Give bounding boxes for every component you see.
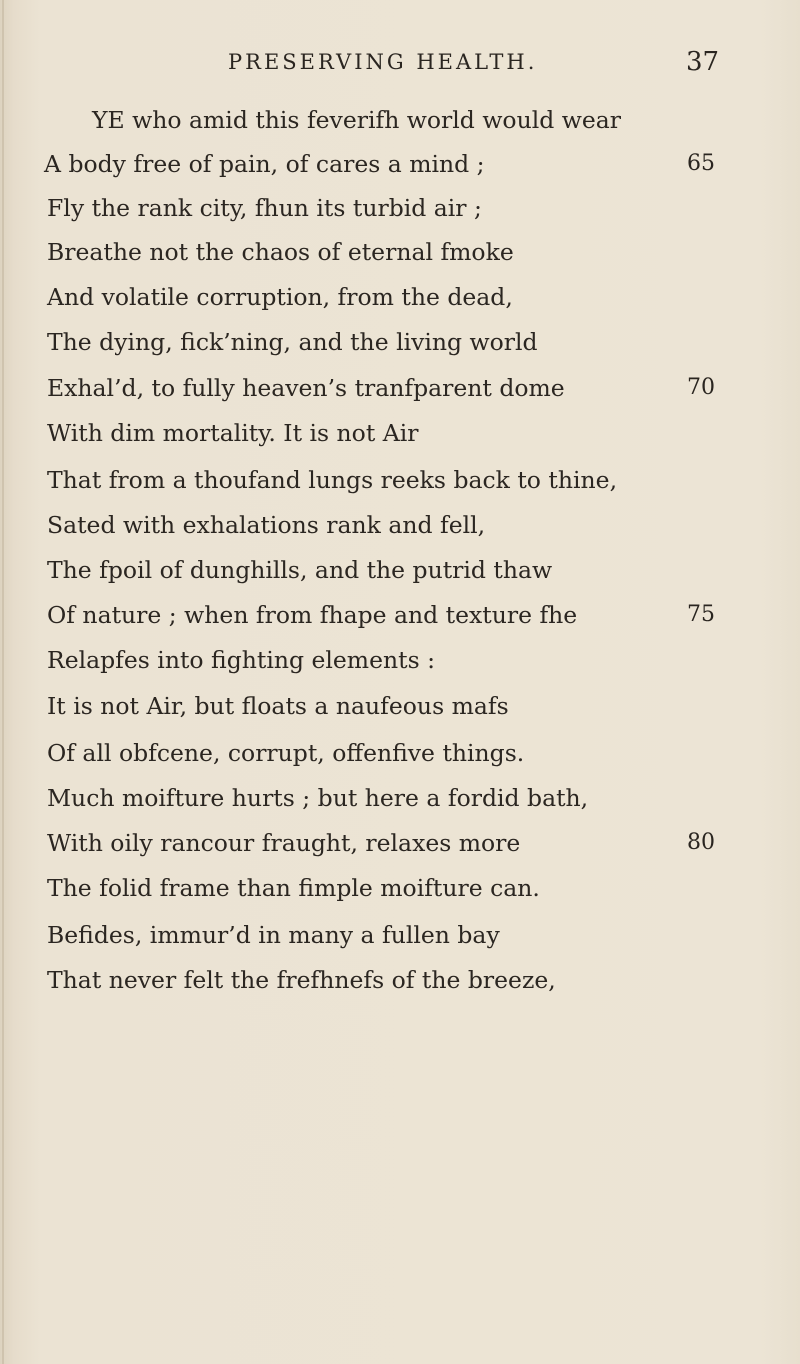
- line-number-80: 80: [687, 830, 715, 855]
- verse-line-16: Much moifture hurts ; but here a fordid bath,: [47, 784, 589, 812]
- running-head: PRESERVING HEALTH.: [228, 50, 538, 74]
- line-number-65: 65: [687, 151, 715, 176]
- line-number-75: 75: [687, 602, 715, 627]
- verse-line-10: Sated with exhalations rank and fell,: [47, 511, 486, 539]
- verse-line-14: It is not Air, but floats a naufeous mafs: [47, 692, 509, 720]
- page-gutter-edge: [2, 0, 4, 1364]
- verse-line-5: And volatile corruption, from the dead,: [47, 283, 513, 311]
- verse-line-20: That never felt the frefhnefs of the breeze,: [47, 966, 556, 994]
- verse-line-2: A body free of pain, of cares a mind ;: [44, 150, 485, 178]
- verse-line-12: Of nature ; when from fhape and texture fhe: [47, 601, 578, 629]
- verse-line-3: Fly the rank city, fhun its turbid air ;: [47, 194, 482, 222]
- line-number-70: 70: [687, 375, 715, 400]
- page-number: 37: [686, 47, 720, 77]
- verse-line-17: With oily rancour fraught, relaxes more: [47, 829, 521, 857]
- verse-line-9: That from a thoufand lungs reeks back to thine,: [47, 466, 618, 494]
- verse-line-7: Exhal’d, to fully heaven’s tranfparent dome: [47, 374, 565, 402]
- verse-line-15: Of all obfcene, corrupt, offenfive things.: [47, 739, 525, 767]
- verse-line-8: With dim mortality. It is not Air: [47, 419, 419, 447]
- verse-line-1: YE who amid this feverifh world would wear: [92, 106, 622, 134]
- verse-line-11: The fpoil of dunghills, and the putrid thaw: [47, 556, 553, 584]
- verse-line-18: The folid frame than fimple moifture can.: [47, 874, 540, 902]
- verse-line-4: Breathe not the chaos of eternal fmoke: [47, 238, 514, 266]
- verse-line-6: The dying, fick’ning, and the living world: [47, 328, 538, 356]
- verse-line-13: Relapfes into fighting elements :: [47, 646, 436, 674]
- page-header: [0, 47, 800, 90]
- verse-line-19: Befides, immur’d in many a fullen bay: [47, 921, 500, 949]
